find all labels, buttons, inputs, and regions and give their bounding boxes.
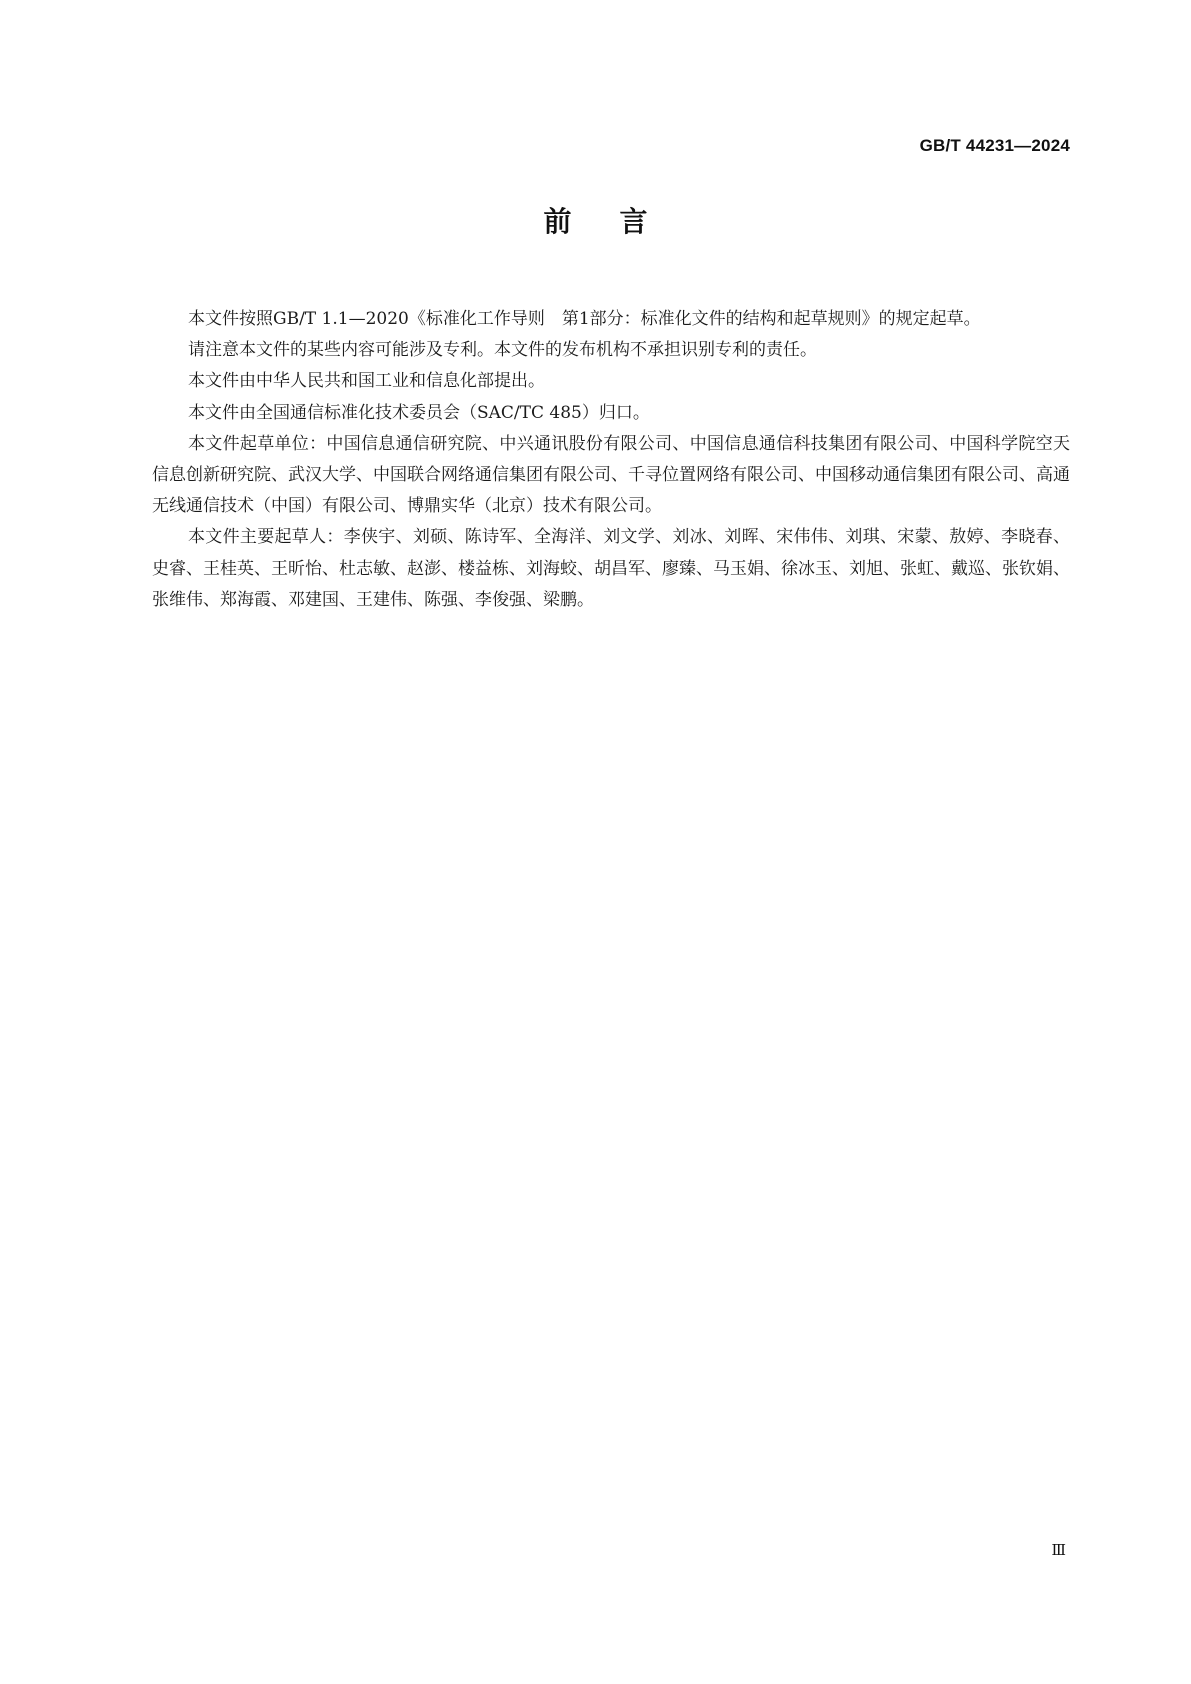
foreword-body — [152, 304, 1070, 616]
paragraph-patent-notice: 请注意本文件的某些内容可能涉及专利。本文件的发布机构不承担识别专利的责任。 — [188, 340, 817, 361]
paragraph-drafters: 本文件主要起草人：李侠宇、刘硕、陈诗军、全海洋、刘文学、刘冰、刘晖、宋伟伟、刘琪、宋蒙、敖婷、李晓春、史睿、王桂英、王昕怡、杜志敏、赵澎、楼益栋、刘海蛟、胡昌军、廖臻、马玉娟、徐冰玉、刘旭、张虹、戴巡、张钦娟、张维伟、郑海霞、邓建国、王建伟、陈强、李俊强、梁鹏。 — [152, 527, 1070, 610]
page-title: 前言 — [543, 205, 696, 238]
page-number: Ⅲ — [1051, 1541, 1066, 1559]
standard-number: GB/T 44231—2024 — [919, 136, 1070, 155]
paragraph-drafting-units: 本文件起草单位：中国信息通信研究院、中兴通讯股份有限公司、中国信息通信科技集团有限公司、中国科学院空天信息创新研究院、武汉大学、中国联合网络通信集团有限公司、千寻位置网络有限公司、中国移动通信集团有限公司、高通无线通信技术（中国）有限公司、博鼎实华（北京）技术有限公司。 — [152, 433, 1070, 517]
paragraph-committee: 本文件由全国通信标准化技术委员会（SAC/TC 485）归口。 — [188, 402, 650, 423]
paragraph-proposer: 本文件由中华人民共和国工业和信息化部提出。 — [188, 371, 545, 392]
paragraph-drafting-rules: 本文件按照GB/T 1.1—2020《标准化工作导则 第1部分：标准化文件的结构和起草规则》的规定起草。 — [188, 309, 981, 329]
